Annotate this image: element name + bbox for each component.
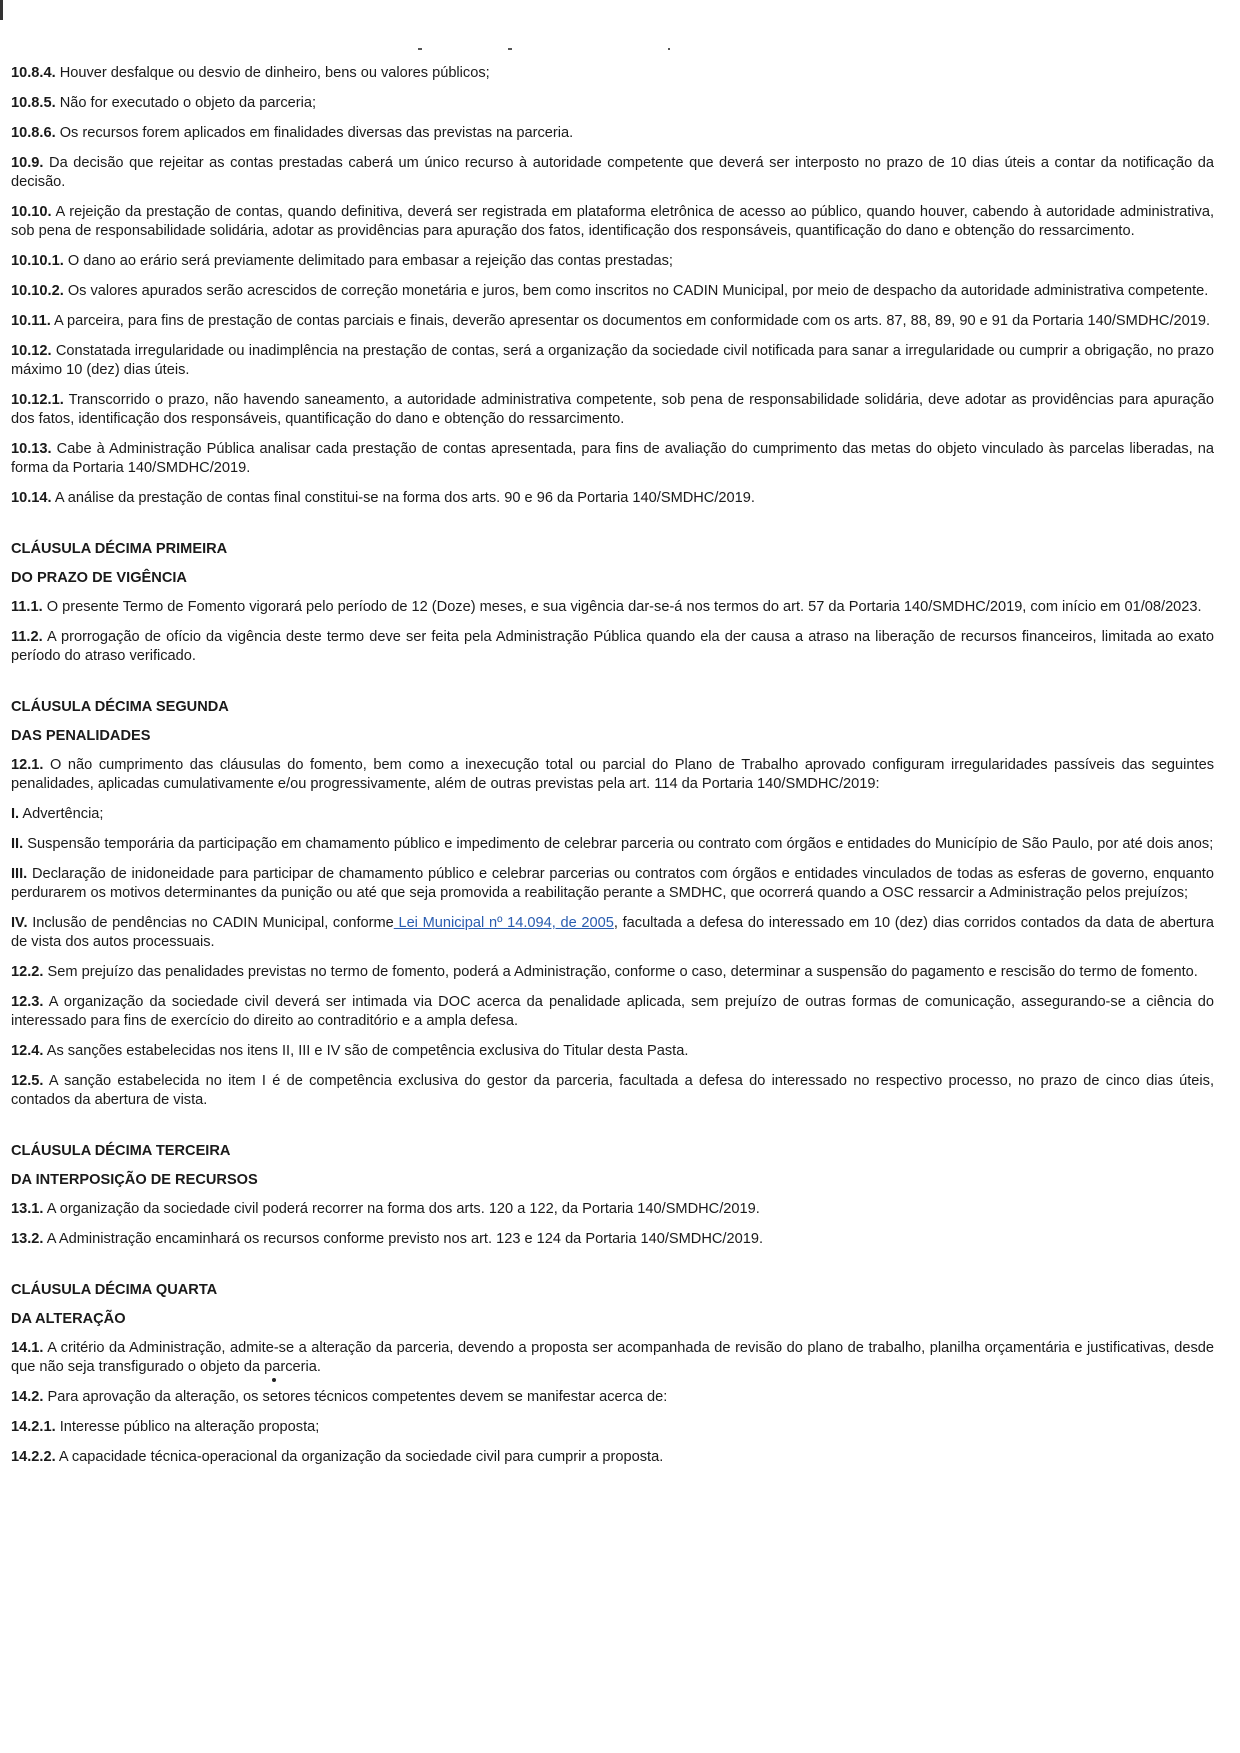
item-text: Os recursos forem aplicados em finalidades diversas das previstas na parceria. [59, 125, 574, 141]
item-text: A capacidade técnica-operacional da organização da sociedade civil para cumprir a proposta. [58, 1449, 664, 1465]
item-number: 10.8.6. [11, 125, 56, 141]
scan-edge-mark [0, 0, 3, 20]
clause-title: CLÁUSULA DÉCIMA PRIMEIRA [11, 541, 228, 557]
clause-item [11, 993, 1214, 1031]
item-number: 11.2. [11, 629, 43, 645]
item-number: 14.1. [11, 1340, 44, 1356]
scan-dot [272, 1378, 276, 1382]
item-text: O dano ao erário será previamente delimitado para embasar a rejeição das contas prestadas; [67, 253, 673, 269]
clause-title: CLÁUSULA DÉCIMA QUARTA [11, 1282, 218, 1298]
item-number: IV. [11, 915, 28, 931]
item-text: Cabe à Administração Pública analisar cada prestação de contas apresentada, para fins de avaliação do cumprimento das metas do objeto vinculado às parcelas liberadas, na forma da Portaria 140/SMDHC/2019. [11, 441, 1214, 476]
item-text: Sem prejuízo das penalidades previstas no termo de fomento, poderá a Administração, conforme o caso, determinar a suspensão do pagamento e rescisão do termo de fomento. [47, 964, 1198, 980]
item-text: A sanção estabelecida no item I é de competência exclusiva do gestor da parceria, facultada a defesa do interessado no respectivo processo, no prazo de cinco dias úteis, contados da abertura de vista. [11, 1073, 1214, 1108]
item-number: 12.4. [11, 1043, 44, 1059]
item-number: 10.10. [11, 204, 52, 220]
clause-item [11, 203, 1214, 241]
item-text: Houver desfalque ou desvio de dinheiro, bens ou valores públicos; [59, 65, 490, 81]
penalty-item [11, 865, 1214, 903]
item-text: O não cumprimento das cláusulas do fomento, bem como a inexecução total ou parcial do Plano de Trabalho aprovado configuram irregularidades passíveis das seguintes penalidades, aplicadas cumulativamente e/ou progressivamente, além de outras previstas pela art. 114 da Portaria 140/SMDHC/2019: [11, 757, 1214, 792]
item-text: O presente Termo de Fomento vigorará pelo período de 12 (Doze) meses, e sua vigência dar-se-á nos termos do art. 57 da Portaria 140/SMDHC/2019, com início em 01/08/2023. [46, 599, 1202, 615]
clause-item [11, 282, 1214, 301]
item-text: A organização da sociedade civil poderá recorrer na forma dos arts. 120 a 122, da Portaria 140/SMDHC/2019. [46, 1201, 760, 1217]
scan-speck [508, 48, 512, 50]
clause-item [11, 628, 1214, 666]
scan-artifacts [0, 48, 1240, 50]
item-text: Para aprovação da alteração, os setores técnicos competentes devem se manifestar acerca de: [47, 1389, 668, 1405]
item-text: A Administração encaminhará os recursos conforme previsto nos art. 123 e 124 da Portaria 140/SMDHC/2019. [46, 1231, 763, 1247]
item-number: 10.10.1. [11, 253, 64, 269]
clause-title: CLÁUSULA DÉCIMA TERCEIRA [11, 1143, 231, 1159]
clause-subtitle: DO PRAZO DE VIGÊNCIA [11, 570, 187, 586]
clause-item [11, 1200, 1214, 1219]
item-number: 10.14. [11, 490, 52, 506]
clause-subtitle: DA ALTERAÇÃO [11, 1311, 126, 1327]
item-text: Os valores apurados serão acrescidos de correção monetária e juros, bem como inscritos no CADIN Municipal, por meio de despacho da autoridade administrativa competente. [67, 283, 1209, 299]
law-link[interactable]: Lei Municipal nº 14.094, de 2005 [393, 915, 614, 931]
clause-item [11, 252, 1214, 271]
clause-subtitle: DAS PENALIDADES [11, 728, 151, 744]
clause-item [11, 1448, 1214, 1467]
clause-item [11, 598, 1214, 617]
item-number: 10.12.1. [11, 392, 64, 408]
item-number: 14.2. [11, 1389, 44, 1405]
item-text: As sanções estabelecidas nos itens II, III e IV são de competência exclusiva do Titular desta Pasta. [46, 1043, 689, 1059]
penalty-item [11, 914, 1214, 952]
clause-item [11, 1418, 1214, 1437]
scan-speck [418, 48, 422, 50]
item-number: 10.8.5. [11, 95, 56, 111]
item-number: 10.11. [11, 313, 51, 329]
item-text: Não for executado o objeto da parceria; [59, 95, 317, 111]
item-number: II. [11, 836, 24, 852]
clause-item [11, 312, 1214, 331]
clause-item [11, 391, 1214, 429]
clause-item [11, 489, 1214, 508]
item-number: 10.8.4. [11, 65, 56, 81]
item-text: Da decisão que rejeitar as contas prestadas caberá um único recurso à autoridade competente que deverá ser interposto no prazo de 10 dias úteis a contar da notificação da decisão. [11, 155, 1214, 190]
item-number: 12.1. [11, 757, 44, 773]
item-text: Inclusão de pendências no CADIN Municipal, conforme [32, 915, 394, 931]
item-number: 12.3. [11, 994, 44, 1010]
clause-item [11, 1072, 1214, 1110]
item-text: A parceira, para fins de prestação de contas parciais e finais, deverão apresentar os documentos em conformidade com os arts. 87, 88, 89, 90 e 91 da Portaria 140/SMDHC/2019. [54, 313, 1211, 329]
item-text: Suspensão temporária da participação em chamamento público e impedimento de celebrar parceria ou contrato com órgãos e entidades do Município de São Paulo, por até dois anos; [27, 836, 1214, 852]
clause-subtitle: DA INTERPOSIÇÃO DE RECURSOS [11, 1172, 258, 1188]
item-text: A análise da prestação de contas final constitui-se na forma dos arts. 90 e 96 da Portaria 140/SMDHC/2019. [54, 490, 755, 506]
item-number: 13.2. [11, 1231, 44, 1247]
item-number: 10.13. [11, 441, 52, 457]
item-text: A rejeição da prestação de contas, quando definitiva, deverá ser registrada em plataforma eletrônica de acesso ao público, quando houver, cabendo à autoridade administrativa, sob pena de responsabilidade solidária, adotar as providências para apuração dos fatos, identificação dos responsáveis, quantificação do dano e obtenção do ressarcimento. [11, 204, 1214, 239]
item-number: 14.2.2. [11, 1449, 56, 1465]
item-text: Advertência; [22, 806, 104, 822]
item-text: Interesse público na alteração proposta; [59, 1419, 320, 1435]
item-number: 12.2. [11, 964, 44, 980]
clause-item [11, 1230, 1214, 1249]
clause-item [11, 94, 1214, 113]
item-number: 14.2.1. [11, 1419, 56, 1435]
item-number: I. [11, 806, 20, 822]
document-page [11, 64, 1214, 1478]
clause-item [11, 1388, 1214, 1407]
clause-item [11, 124, 1214, 143]
clause-item [11, 1042, 1214, 1061]
item-text: Transcorrido o prazo, não havendo saneamento, a autoridade administrativa competente, sob pena de responsabilidade solidária, deve adotar as providências para apuração dos fatos, identificação dos responsáveis, quantificação do dano e obtenção do ressarcimento. [11, 392, 1214, 427]
item-number: 10.10.2. [11, 283, 64, 299]
clause-item [11, 64, 1214, 83]
item-text: A prorrogação de ofício da vigência deste termo deve ser feita pela Administração Pública quando ela der causa a atraso na liberação de recursos financeiros, limitada ao exato período do atraso verificado. [11, 629, 1214, 664]
item-number: 10.12. [11, 343, 52, 359]
item-text: A critério da Administração, admite-se a alteração da parceria, devendo a proposta ser acompanhada de revisão do plano de trabalho, planilha orçamentária e justificativas, desde que não seja transfigurado o objeto da parceria. [11, 1340, 1214, 1375]
clause-item [11, 154, 1214, 192]
clause-item [11, 342, 1214, 380]
item-number: 10.9. [11, 155, 44, 171]
item-number: III. [11, 866, 28, 882]
clause-item [11, 756, 1214, 794]
clause-item [11, 963, 1214, 982]
item-number: 11.1. [11, 599, 43, 615]
item-number: 12.5. [11, 1073, 44, 1089]
clause-title: CLÁUSULA DÉCIMA SEGUNDA [11, 699, 229, 715]
item-text: , facultada a defesa do interessado em 10 (dez) dias corridos contados da data de abertura de vista dos autos processuais. [11, 915, 1214, 950]
item-text: A organização da sociedade civil deverá ser intimada via DOC acerca da penalidade aplicada, sem prejuízo de outras formas de comunicação, assegurando-se a ciência do interessado para fins de exercício do direito ao contraditório e a ampla defesa. [11, 994, 1214, 1029]
item-text: Constatada irregularidade ou inadimplência na prestação de contas, será a organização da sociedade civil notificada para sanar a irregularidade ou cumprir a obrigação, no prazo máximo 10 (dez) dias úteis. [11, 343, 1214, 378]
clause-item [11, 440, 1214, 478]
penalty-item [11, 835, 1214, 854]
scan-speck [668, 48, 670, 50]
item-number: 13.1. [11, 1201, 44, 1217]
penalty-item [11, 805, 1214, 824]
clause-item [11, 1339, 1214, 1377]
item-text: Declaração de inidoneidade para participar de chamamento público e celebrar parcerias ou contratos com órgãos e entidades vinculados de todas as esferas de governo, enquanto perdurarem os motivos determinantes da punição ou até que seja promovida a reabilitação perante a SMDHC, que ocorrerá quando a OSC ressarcir a Administração pelos prejuízos; [11, 866, 1214, 901]
